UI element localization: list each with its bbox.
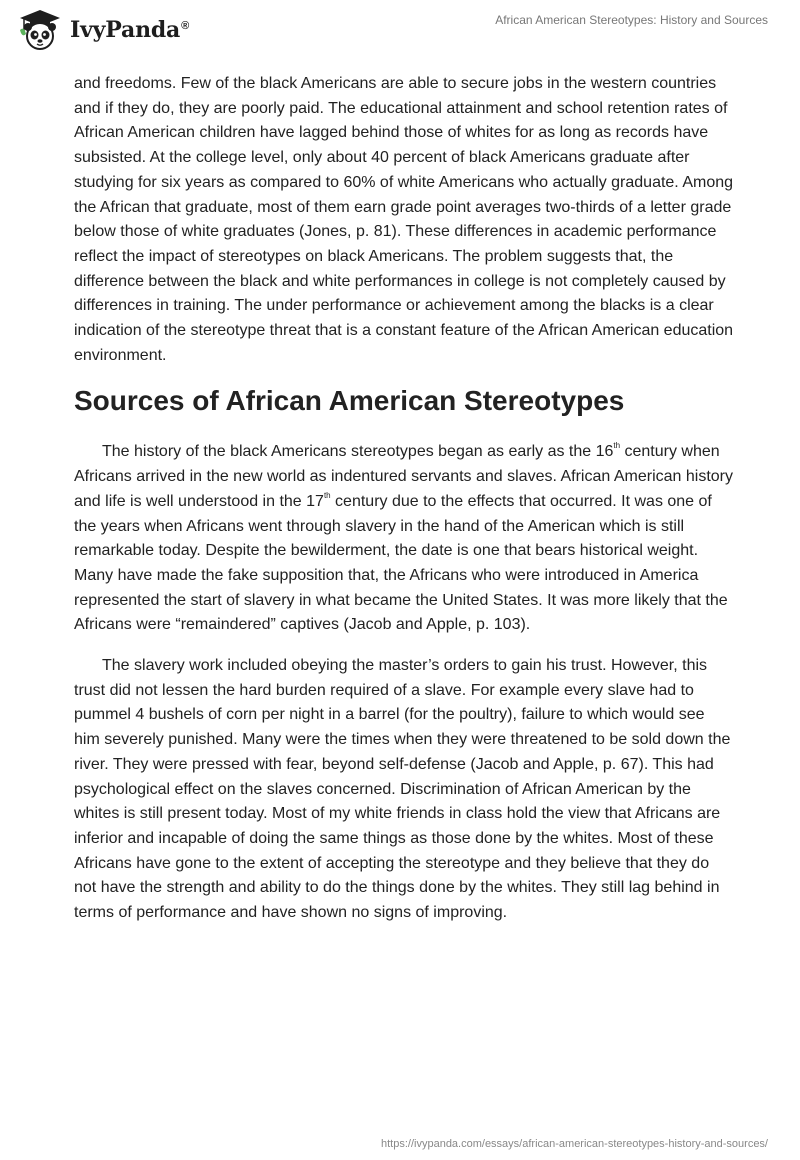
page-header	[0, 0, 800, 64]
ivypanda-logo[interactable]	[16, 8, 189, 52]
paragraph-2-part-a: The history of the black Americans stereotypes began as early as the 16	[102, 443, 614, 461]
source-url[interactable]: https://ivypanda.com/essays/african-american-stereotypes-history-and-sources/	[381, 1138, 768, 1150]
superscript-th: th	[323, 490, 331, 500]
registered-mark: ®	[181, 19, 190, 32]
essay-body	[74, 72, 734, 942]
paragraph-2	[74, 440, 734, 638]
panda-graduation-cap-icon	[16, 8, 64, 52]
paragraph-2-part-b: century when Africans arrived in the new world as indentured servants and slaves. African American history and life is well understood in the 17	[74, 443, 733, 510]
paragraph-2-part-c: century due to the effects that occurred. It was one of the years when Africans went through slavery in the hand of the American which is still remarkable today. Despite the bewilderment, the date is one that bears historical weight. Many have made the fake supposition that, the Africans who were introduced in America represented the start of slavery in what became the United States. It was more likely that the Africans were “remaindered” captives (Jacob and Apple, p. 103).	[74, 492, 728, 634]
brand-name: IvyPanda®	[70, 17, 190, 43]
document-title: African American Stereotypes: History and Sources	[495, 13, 768, 27]
paragraph-1: and freedoms. Few of the black Americans are able to secure jobs in the western countries and if they do, they are poorly paid. The educational attainment and school retention rates of African American children have lagged behind those of whites for as long as records have subsisted. At the college level, only about 40 percent of black Americans graduate after studying for six years as compared to 60% of white Americans who actually graduate. Among the African that graduate, most of them earn grade point averages two-thirds of a letter grade below those of white graduates (Jones, p. 81). These differences in academic performance reflect the impact of stereotypes on black Americans. The problem suggests that, the difference between the black and white performances in college is not completely caused by differences in training. The under performance or achievement among the blacks is a clear indication of the stereotype threat that is a constant feature of the African American education environment.	[74, 75, 734, 364]
superscript-th: th	[613, 441, 621, 451]
section-heading: Sources of African American Stereotypes	[74, 385, 625, 417]
paragraph-3: The slavery work included obeying the master’s orders to gain his trust. However, this trust did not lessen the hard burden required of a slave. For example every slave had to pummel 4 bushels of corn per night in a barrel (for the poultry), failure to which would see him severely punished. Many were the times when they were threatened to be sold down the river. They were pressed with fear, beyond self-defense (Jacob and Apple, p. 67). This had psychological effect on the slaves concerned. Discrimination of African American by the whites is still present today. Most of my white friends in class hold the view that Africans are inferior and incapable of doing the same things as those done by the whites. Most of these Africans have gone to the extent of accepting the stereotype and they believe that they do not have the strength and ability to do the things done by the whites. They still lag behind in terms of performance and have shown no signs of improving.	[74, 657, 731, 922]
